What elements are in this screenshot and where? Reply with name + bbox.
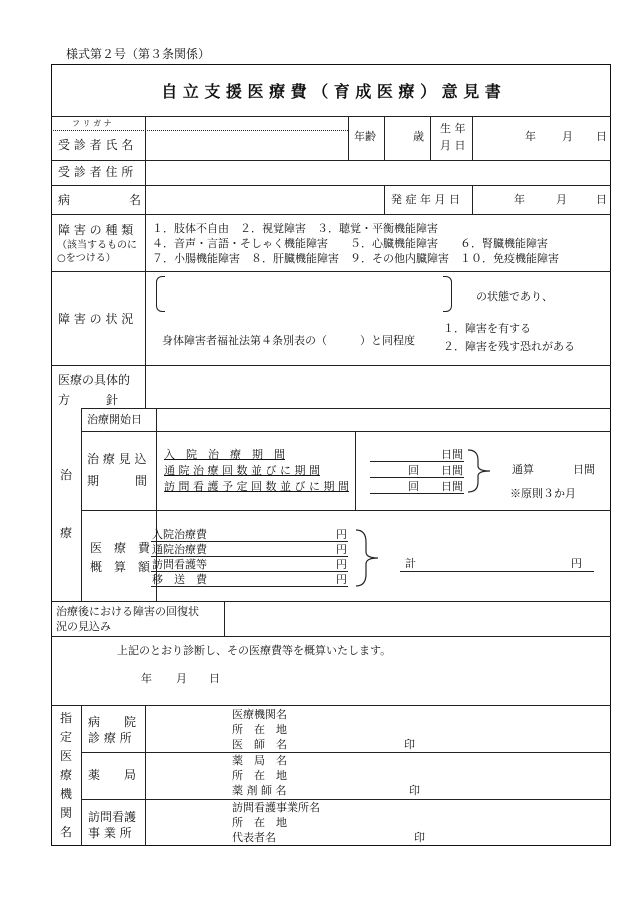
onset-year: 年 xyxy=(514,193,525,206)
disease-field[interactable] xyxy=(146,186,383,213)
period-row-1-unit: 日間 xyxy=(441,448,463,461)
status-option-2[interactable]: ２．障害を残す恐れがある xyxy=(443,340,575,353)
cost-row-1-label: 入院治療費 xyxy=(152,528,207,541)
institution-side-1: 指 xyxy=(60,711,73,725)
period-row-3-label: 訪 問 看 護 予 定 回 数 並 び に 期 間 xyxy=(164,480,349,493)
nursing-label-1: 訪問看護 xyxy=(88,810,137,824)
start-date-label: 治療開始日 xyxy=(87,413,142,426)
birth-day: 日 xyxy=(596,130,607,143)
cost-total-unit: 円 xyxy=(571,557,582,570)
patient-name-label: 受 診 者 氏 名 xyxy=(58,138,134,152)
disease-label-2: 名 xyxy=(129,193,142,207)
pharmacy-field-address: 所 在 地 xyxy=(232,769,287,782)
period-row-3-prefix: 回 xyxy=(408,480,419,493)
birth-month: 月 xyxy=(562,130,573,143)
cost-row-2-unit: 円 xyxy=(336,543,347,556)
treatment-label-2: 療 xyxy=(60,526,73,540)
institution-side-4: 療 xyxy=(60,768,73,782)
disability-type-note-1: （該当するものに xyxy=(57,240,137,251)
declaration-text: 上記のとおり診断し、その医療費等を概算いたします。 xyxy=(117,644,392,657)
period-row-1-field[interactable] xyxy=(370,448,440,461)
period-note: ※原則３か月 xyxy=(510,487,576,500)
date-year: 年 xyxy=(141,672,152,685)
institution-side-7: 名 xyxy=(60,825,73,839)
birth-year: 年 xyxy=(525,130,536,143)
period-row-2-field[interactable] xyxy=(370,464,440,477)
nursing-seal: 印 xyxy=(414,831,425,844)
pharmacy-field-name: 薬 局 名 xyxy=(232,754,287,767)
period-label-1: 治 療 見 込 xyxy=(87,452,147,466)
period-row-3-unit: 日間 xyxy=(441,480,463,493)
period-row-1-label: 入 院 治 療 期 間 xyxy=(164,448,285,461)
nursing-label-2: 事 業 所 xyxy=(88,826,132,840)
age-unit: 歳 xyxy=(413,130,424,143)
period-total-unit: 日間 xyxy=(573,463,595,476)
hospital-entry-field[interactable] xyxy=(300,708,600,751)
recovery-label-1: 治療後における障害の回復状 xyxy=(56,605,199,618)
period-row-2-prefix: 回 xyxy=(408,464,419,477)
date-month: 月 xyxy=(176,672,187,685)
hospital-field-address: 所 在 地 xyxy=(232,723,287,736)
patient-name-field[interactable] xyxy=(146,131,347,159)
period-label-2: 期 間 xyxy=(87,474,148,488)
recovery-label-2: 況の見込み xyxy=(56,620,111,633)
address-field[interactable] xyxy=(146,161,610,184)
institution-side-6: 関 xyxy=(60,806,73,820)
period-row-3-field[interactable] xyxy=(370,480,440,493)
start-date-field[interactable] xyxy=(157,409,610,430)
institution-side-5: 機 xyxy=(60,787,73,801)
hospital-seal: 印 xyxy=(404,738,415,751)
cost-row-1-unit: 円 xyxy=(336,528,347,541)
pharmacy-field-pharmacist: 薬 剤 師 名 xyxy=(232,784,287,797)
cost-brace xyxy=(354,528,382,588)
onset-day: 日 xyxy=(596,193,607,206)
status-bracket-left xyxy=(156,276,165,312)
cost-row-4-field[interactable] xyxy=(214,573,334,586)
cost-row-3-field[interactable] xyxy=(214,558,334,571)
status-field[interactable] xyxy=(166,277,442,309)
hospital-field-doctor: 医 師 名 xyxy=(232,738,287,751)
hospital-field-name: 医療機関名 xyxy=(232,708,287,721)
institution-side-3: 医 xyxy=(60,749,73,763)
status-option-1[interactable]: １．障害を有する xyxy=(443,322,531,335)
birth-label-1: 生 年 xyxy=(440,122,466,135)
cost-row-4-label: 移 送 費 xyxy=(152,573,207,586)
furigana-label: フ リ ガ ナ xyxy=(72,119,112,128)
disability-type-note-2: ○をつける） xyxy=(57,253,116,264)
onset-month: 月 xyxy=(556,193,567,206)
pharmacy-label: 薬 局 xyxy=(88,768,137,782)
furigana-field[interactable] xyxy=(146,117,347,130)
cost-row-1-field[interactable] xyxy=(214,528,334,541)
status-bracket-right xyxy=(443,276,452,312)
form-number: 様式第２号（第３条関係） xyxy=(66,47,211,61)
period-row-2-label: 通 院 治 療 回 数 並 び に 期 間 xyxy=(164,464,320,477)
institution-side-2: 定 xyxy=(60,730,73,744)
status-label: 障 害 の 状 況 xyxy=(58,312,134,326)
age-label: 年齢 xyxy=(354,130,376,143)
nursing-field-name: 訪問看護事業所名 xyxy=(232,801,320,814)
birth-label-2: 月 日 xyxy=(440,139,466,152)
disability-type-line-1[interactable]: １．肢体不自由 ２．視覚障害 ３．聴覚・平衡機能障害 xyxy=(152,222,438,235)
birth-date-field[interactable] xyxy=(473,117,610,159)
disease-label-1: 病 xyxy=(58,193,71,207)
cost-row-2-label: 通院治療費 xyxy=(152,543,207,556)
pharmacy-seal: 印 xyxy=(409,784,420,797)
disability-type-label: 障 害 の 種 類 xyxy=(58,223,134,237)
period-brace xyxy=(466,448,496,494)
disability-type-line-3[interactable]: ７．小腸機能障害 ８．肝臓機能障害 ９．その他内臓障害 １０．免疫機能障害 xyxy=(152,252,559,265)
nursing-field-representative: 代表者名 xyxy=(232,831,276,844)
cost-total-label: 計 xyxy=(405,557,416,570)
date-day: 日 xyxy=(209,672,220,685)
cost-total-field[interactable] xyxy=(420,556,565,571)
onset-date-field[interactable] xyxy=(473,186,610,213)
form-title: 自 立 支 援 医 療 費 （ 育 成 医 療 ） 意 見 書 xyxy=(161,82,501,101)
cost-row-2-field[interactable] xyxy=(214,543,334,556)
cost-row-4-unit: 円 xyxy=(336,573,347,586)
status-suffix: の状態であり、 xyxy=(476,290,553,303)
cost-row-3-label: 訪問看護等 xyxy=(152,558,207,571)
period-total-label: 通算 xyxy=(512,463,534,476)
treatment-label: 治 xyxy=(60,468,73,482)
plan-field[interactable] xyxy=(146,366,610,407)
status-law-text: 身体障害者福祉法第４条別表の（ ）と同程度 xyxy=(162,334,415,347)
pharmacy-entry-field[interactable] xyxy=(300,754,600,798)
period-row-2-unit: 日間 xyxy=(441,464,463,477)
recovery-field[interactable] xyxy=(225,602,610,635)
cost-label-1: 医 療 費 xyxy=(90,541,151,555)
plan-label-2: 方 針 xyxy=(58,393,119,407)
cost-label-2: 概 算 額 xyxy=(90,560,151,574)
address-label: 受 診 者 住 所 xyxy=(58,165,134,179)
hospital-label-2: 診 療 所 xyxy=(88,731,132,745)
hospital-label-1: 病 院 xyxy=(88,715,137,729)
cost-row-3-unit: 円 xyxy=(336,558,347,571)
disability-type-line-2[interactable]: ４．音声・言語・そしゃく機能障害 ５．心臓機能障害 ６．腎臓機能障害 xyxy=(152,237,548,250)
onset-label: 発 症 年 月 日 xyxy=(391,193,460,206)
nursing-field-address: 所 在 地 xyxy=(232,816,287,829)
nursing-entry-field[interactable] xyxy=(340,801,600,845)
plan-label-1: 医療の具体的 xyxy=(58,373,131,387)
period-total-field[interactable] xyxy=(540,460,570,476)
